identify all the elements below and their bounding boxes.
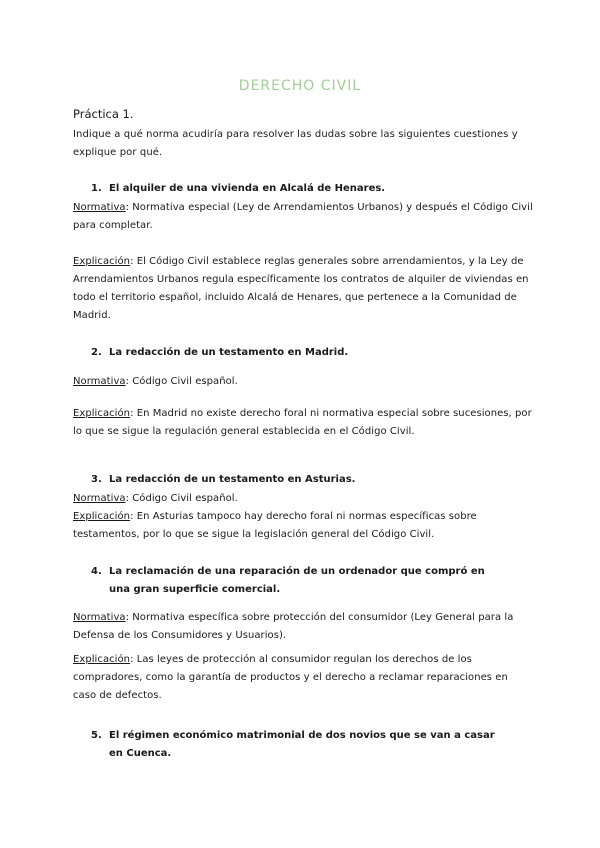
question-text: El alquiler de una vivienda en Alcalá de Henares.: [109, 183, 386, 194]
question-5: [91, 727, 531, 763]
explicacion-label: Explicación: [73, 408, 131, 419]
normativa-text: : Normativa específica sobre protección del consumidor (Ley General para la Defensa de los Consumidores y Usuarios).: [73, 612, 514, 641]
question-number: 1.: [91, 183, 102, 194]
question-2: [91, 344, 531, 362]
explicacion-label: Explicación: [73, 654, 131, 665]
explicacion-text: : En Asturias tampoco hay derecho foral ni normas específicas sobre testamentos, por lo que se sigue la legislación general del Código Civil.: [73, 511, 477, 540]
practice-title: Práctica 1.: [73, 107, 134, 121]
question-number: 5.: [91, 730, 102, 741]
question-text: El régimen económico matrimonial de dos novios que se van a casar en Cuenca.: [109, 730, 495, 759]
document-title: DERECHO CIVIL: [238, 78, 362, 94]
explicacion-label: Explicación: [73, 256, 131, 267]
question-text: La reclamación de una reparación de un ordenador que compró en una gran superficie comercial.: [109, 566, 485, 595]
normativa-text: : Código Civil español.: [125, 493, 238, 504]
explicacion-2: [73, 405, 533, 441]
question-number: 4.: [91, 566, 102, 577]
question-number: 3.: [91, 474, 102, 485]
normativa-text: : Normativa especial (Ley de Arrendamientos Urbanos) y después el Código Civil para completar.: [73, 202, 533, 231]
question-text: La redacción de un testamento en Madrid.: [109, 347, 349, 358]
explicacion-text: : En Madrid no existe derecho foral ni normativa especial sobre sucesiones, por lo que se sigue la regulación general establecida en el Código Civil.: [73, 408, 532, 437]
normativa-4: [73, 609, 533, 645]
explicacion-text: : Las leyes de protección al consumidor regulan los derechos de los compradores, como la garantía de productos y el derecho a reclamar reparaciones en caso de defectos.: [73, 654, 508, 701]
intro-paragraph: Indique a qué norma acudiría para resolver las dudas sobre las siguientes cuestiones y explique por qué.: [73, 129, 518, 158]
normativa-label: Normativa: [73, 493, 126, 504]
question-1: [91, 180, 531, 198]
normativa-label: Normativa: [73, 612, 126, 623]
normativa-3: [73, 490, 533, 508]
explicacion-4: [73, 651, 533, 705]
normativa-text: : Código Civil español.: [125, 376, 238, 387]
normativa-label: Normativa: [73, 376, 126, 387]
explicacion-label: Explicación: [73, 511, 131, 522]
explicacion-1: [73, 253, 533, 325]
question-number: 2.: [91, 347, 102, 358]
question-3: [91, 471, 531, 489]
explicacion-text: : El Código Civil establece reglas generales sobre arrendamientos, y la Ley de Arrendamientos Urbanos regula específicamente los contratos de alquiler de viviendas en todo el territorio español, incluido Alcalá de Henares, que pertenece a la Comunidad de Madrid.: [73, 256, 529, 321]
normativa-label: Normativa: [73, 202, 126, 213]
question-text: La redacción de un testamento en Asturias.: [109, 474, 356, 485]
explicacion-3: [73, 508, 533, 544]
question-4: [91, 563, 531, 599]
normativa-1: [73, 199, 533, 235]
normativa-2: [73, 373, 533, 391]
